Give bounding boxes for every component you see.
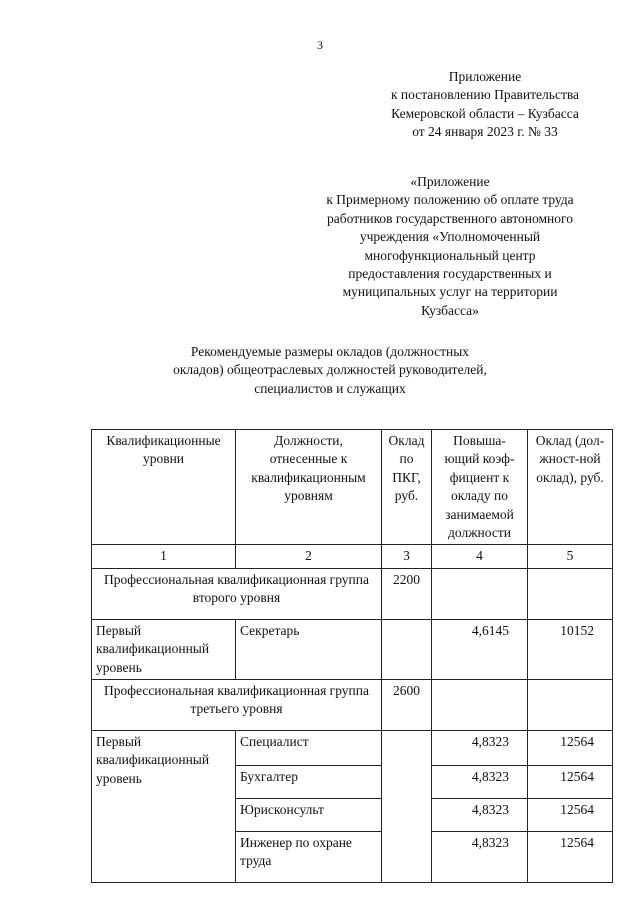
document-title [140,343,520,398]
column-number: 2 [236,545,382,568]
position: Бухгалтер [236,766,382,799]
column-number: 3 [382,545,432,568]
page-number: 3 [317,38,323,52]
salary: 12564 [528,832,613,883]
table-row [92,731,613,766]
column-number: 5 [528,545,613,568]
salary-table [91,429,613,883]
group-name: Профессиональная квалификационная группа третьего уровня [92,680,382,731]
group-base-salary: 2600 [382,680,432,731]
table-header-row [92,430,613,545]
appendix-line: к постановлению Правительства [390,87,580,103]
header-coefficient: Повыша-ющий коэф-фициент к окладу по занимаемой должности [432,430,528,545]
position: Секретарь [236,619,382,679]
header-base-salary: Оклад по ПКГ, руб. [382,430,432,545]
coefficient: 4,8323 [432,766,528,799]
appendix-inner-reference [300,173,600,320]
group-row [92,568,613,619]
salary: 12564 [528,766,613,799]
title-line: окладов) общеотраслевых должностей руководителей, [173,362,487,378]
appendix-inner-line: «Приложение [410,174,490,189]
table-row [92,619,613,679]
appendix-inner-line: муниципальных услуг на территории [342,284,558,300]
header-positions: Должности, отнесенные к квалификационным уровням [236,430,382,545]
appendix-inner-line: к Примерному положению об оплате труда [326,192,574,208]
coefficient: 4,8323 [432,731,528,766]
appendix-line: Приложение [448,69,522,84]
column-number-row [92,545,613,568]
coefficient: 4,8323 [432,832,528,883]
title-line: Рекомендуемые размеры окладов (должностных [190,344,470,359]
position: Юрисконсульт [236,799,382,832]
group-base-salary: 2200 [382,568,432,619]
qualification-level: Первый квалификационный уровень [92,731,236,883]
appendix-inner-line: многофункциональный центр [364,247,536,263]
qualification-level: Первый квалификационный уровень [92,619,236,679]
header-salary: Оклад (дол-жност-ной оклад), руб. [528,430,613,545]
coefficient: 4,8323 [432,799,528,832]
column-number: 1 [92,545,236,568]
appendix-reference [360,68,610,142]
salary: 12564 [528,731,613,766]
position: Специалист [236,731,382,766]
header-qualification-levels: Квалификационные уровни [92,430,236,545]
salary: 10152 [528,619,613,679]
position: Инженер по охране труда [236,832,382,883]
group-row [92,680,613,731]
column-number: 4 [432,545,528,568]
appendix-inner-line: учреждения «Уполномоченный [359,229,541,245]
salary: 12564 [528,799,613,832]
appendix-inner-line: работников государственного автономного [327,210,573,226]
appendix-inner-line: предоставления государственных и [348,266,552,282]
appendix-inner-line: Кузбасса» [421,302,479,318]
coefficient: 4,6145 [432,619,528,679]
appendix-line: Кемеровской области – Кузбасса [391,105,579,121]
title-line: специалистов и служащих [254,380,406,396]
appendix-line: от 24 января 2023 г. № 33 [412,124,558,140]
group-name: Профессиональная квалификационная группа второго уровня [92,568,382,619]
